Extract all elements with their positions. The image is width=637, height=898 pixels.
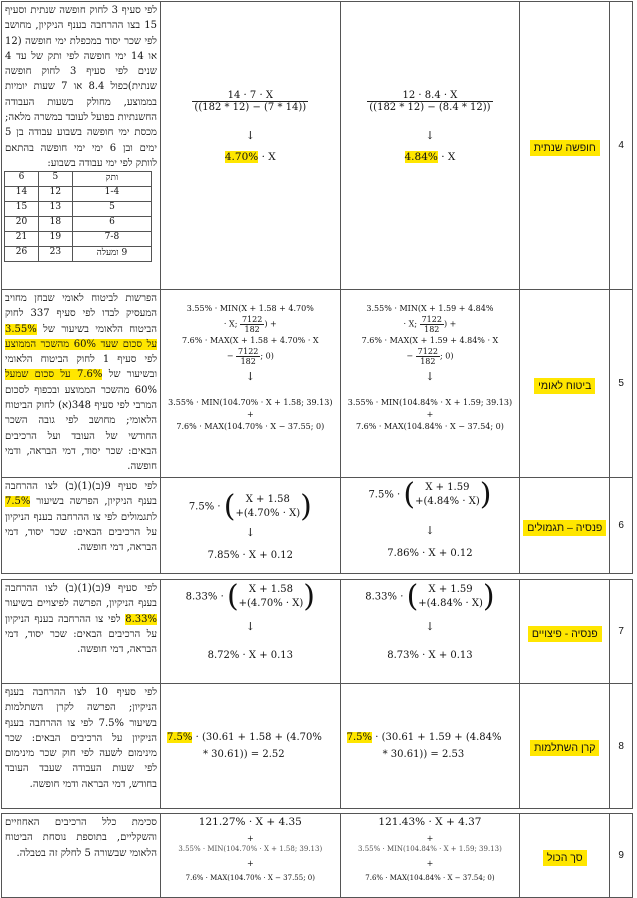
days6-cell: 21 — [5, 232, 39, 247]
formula — [341, 579, 520, 614]
stack-bottom: +(4.84% · X) — [418, 598, 483, 609]
fraction-numerator: 7122 — [241, 315, 263, 324]
component-label-cell — [520, 814, 610, 898]
fraction — [236, 347, 260, 366]
table-row-6 — [2, 478, 633, 574]
text-part: לפי סעיף 1 לחוק הביטוח הלאומי ובשיעור של — [5, 354, 158, 381]
component-label: קרן השתלמות — [530, 740, 599, 756]
formula-cell-a — [161, 580, 341, 684]
explanation-text — [2, 478, 160, 555]
fraction — [420, 315, 444, 334]
stacked-expression — [235, 493, 300, 521]
result-suffix: · X — [258, 151, 276, 163]
text-part: 8.33% · — [185, 591, 224, 603]
fraction-numerator: 7122 — [421, 315, 442, 324]
paren-close: ) — [300, 489, 312, 524]
stacked-expression — [418, 583, 483, 611]
text-part: − — [226, 351, 237, 361]
formula-line: + — [426, 834, 434, 843]
table-row-7 — [2, 580, 633, 684]
formula-line: + — [426, 410, 434, 419]
fraction — [416, 347, 440, 366]
fraction-denominator: 182 — [244, 325, 260, 334]
formula-highlight: 7.5% — [346, 732, 373, 743]
text-highlight: 8.33% — [125, 613, 157, 625]
row-number: 5 — [610, 290, 633, 478]
vacation-table-row — [5, 232, 152, 247]
fraction-denominator: ((182 * 12) − (8.4 * 12)) — [369, 102, 491, 113]
seniority-cell: 1-4 — [72, 187, 151, 202]
formula-line: 3.55% · MIN(104.84% · X + 1.59; 39.13) — [358, 845, 502, 853]
formula-line — [341, 347, 520, 366]
formula-line: 7.6% · MAX(104.70% · X − 37.55; 0) — [176, 422, 325, 431]
vacation-header-seniority: ותק — [72, 172, 151, 187]
vacation-table-row — [5, 247, 152, 262]
vacation-table-row — [5, 202, 152, 217]
vacation-days-table — [4, 171, 152, 262]
formula-line: 7.6% · MAX(104.70% · X − 37.55; 0) — [185, 874, 315, 882]
explanation-text: לפי סעיף 10 לצו ההרחבה בענף הניקיון; הפרשה לקרן השתלמות בשיעור 7.5% לפי צו ההרחבה בענף הניקיון על הרכיבים הבאים: שכר מינימום לשעה לפי חוק שכר מינימום לפי שעות העבודה שעבד העובד בחודש, דמי הבראה ודמי חופשה. — [5, 687, 158, 790]
vacation-table-header — [5, 172, 152, 187]
component-label-cell — [520, 290, 610, 478]
formula-line: 7.6% · MAX(X + 1.58 + 4.70% · X — [182, 336, 319, 345]
arrow-down-icon: ↓ — [425, 370, 435, 383]
fraction — [240, 315, 264, 334]
row-number: 8 — [610, 684, 633, 809]
stacked-expression — [239, 583, 304, 611]
days5-cell: 13 — [38, 202, 72, 217]
text-part: הפרשות לביטוח לאומי שבחן מחויב המעסיק לבדו לפי סעיף 337 לחוק הביטוח הלאומי בשיעור של — [5, 293, 157, 335]
text-part: לפי סעיף 9(ב)(1)(ב) לצו ההרחבה בענף הניקיון, הפרשה בשיעור — [5, 481, 157, 508]
component-label: פנסיה - פיצויים — [528, 626, 602, 642]
component-label-cell — [520, 2, 610, 290]
formula-cell-b — [340, 814, 520, 898]
formula-line — [347, 732, 520, 743]
text-part: 7.5% · — [368, 489, 401, 501]
fraction-numerator: 14 · 7 · X — [192, 90, 308, 102]
formula-line — [167, 732, 340, 743]
paren-open: ( — [223, 489, 236, 524]
fraction-numerator: 7122 — [238, 347, 259, 356]
stack-bottom: +(4.70% · X) — [235, 508, 301, 519]
component-label: פנסיה – תגמולים — [523, 520, 606, 536]
formula-line: 3.55% · MIN(104.84% · X + 1.59; 39.13) — [347, 398, 513, 407]
text-part: 8.33% · — [365, 591, 404, 603]
formula-line: 3.55% · MIN(X + 1.59 + 4.84% — [366, 304, 494, 313]
arrow-down-icon: ↓ — [245, 129, 255, 142]
days6-cell: 15 — [5, 202, 39, 217]
explanation-text — [2, 580, 160, 657]
paren-open: ( — [403, 477, 416, 512]
formula — [341, 477, 520, 512]
paren-open: ( — [406, 579, 419, 614]
vacation-header-6days: 6 — [5, 172, 39, 187]
formula-line — [161, 347, 340, 366]
vacation-table-row — [5, 217, 152, 232]
explanation-text — [2, 290, 160, 475]
text-part: · X; — [403, 319, 420, 329]
result-suffix: · X — [437, 151, 456, 163]
formula-cell-a — [161, 290, 341, 478]
explanation-cell — [2, 290, 161, 478]
result: 8.73% · X + 0.13 — [387, 650, 473, 661]
formula-cell-b — [340, 580, 520, 684]
formula-cell-b — [340, 478, 520, 574]
table-row-4 — [2, 2, 633, 290]
days5-cell: 18 — [38, 217, 72, 232]
seniority-cell: 9 ומעלה — [72, 247, 151, 262]
formula-line — [161, 315, 340, 334]
result: 7.86% · X + 0.12 — [387, 548, 473, 559]
paren-open: ( — [226, 579, 239, 614]
formula-line: 7.6% · MAX(X + 1.59 + 4.84% · X — [361, 336, 499, 345]
fraction-denominator: 182 — [424, 325, 440, 334]
result: 7.85% · X + 0.12 — [207, 550, 294, 561]
row-number: 4 — [610, 2, 633, 290]
component-label: ביטוח לאומי — [534, 378, 595, 394]
text-part: לפי סעיף 9(ב)(1)(ב) לצו ההרחבה בענף הניקיון, הפרשה לפיצויים בשיעור — [5, 583, 157, 610]
formula-line: + — [426, 859, 434, 868]
fraction-denominator: ((182 * 12) − (7 * 14)) — [194, 102, 307, 113]
arrow-down-icon: ↓ — [245, 370, 255, 383]
formula-cell-a — [161, 2, 341, 290]
days5-cell: 23 — [38, 247, 72, 262]
text-part: לתגמולים לפי צו ההרחבה בענף הניקיון על הרכיבים הבאים: שכר יסוד, דמי הבראה, דמי חופשה. — [5, 511, 157, 554]
formula-line: 3.55% · MIN(104.70% · X + 1.58; 39.13) — [168, 398, 333, 407]
explanation-cell — [2, 684, 161, 809]
result: 8.72% · X + 0.13 — [207, 650, 294, 661]
table-row-5 — [2, 290, 633, 478]
paren-close: ) — [303, 579, 315, 614]
arrow-down-icon: ↓ — [245, 526, 255, 539]
vacation-header-5days: 5 — [38, 172, 72, 187]
days6-cell: 20 — [5, 217, 39, 232]
fraction-numerator: 12 · 8.4 · X — [367, 90, 492, 102]
vacation-table-row — [5, 187, 152, 202]
result-highlight: 4.70% — [224, 151, 259, 163]
table-row-9 — [2, 814, 633, 898]
text-highlight: 3.55% על סכום שעד 60% מהשכר הממוצע — [5, 323, 158, 350]
arrow-down-icon: ↓ — [425, 620, 435, 633]
days5-cell: 12 — [38, 187, 72, 202]
component-label: חופשה שנתית — [530, 140, 600, 156]
formula-cell-a — [161, 814, 341, 898]
formula-line: 121.43% · X + 4.37 — [378, 816, 482, 828]
text-part: − — [406, 351, 416, 361]
paren-close: ) — [479, 477, 492, 512]
fraction — [192, 90, 308, 113]
explanation-cell — [2, 478, 161, 574]
formula-line: 7.6% · MAX(104.84% · X − 37.54; 0) — [356, 422, 504, 431]
arrow-down-icon: ↓ — [425, 524, 435, 537]
formula-line: 7.6% · MAX(104.84% · X − 37.54; 0) — [365, 874, 495, 882]
stack-top: X + 1.59 — [428, 584, 473, 595]
formula — [161, 579, 340, 614]
calculation-table — [1, 1, 633, 898]
row-number: 7 — [610, 580, 633, 684]
stack-bottom: +(4.70% · X) — [238, 598, 304, 609]
paren-close: ) — [482, 579, 495, 614]
text-part: ) + — [264, 319, 277, 329]
seniority-cell: 5 — [72, 202, 151, 217]
formula-line: * 30.61)) = 2.52 — [203, 749, 285, 760]
text-part: · X; — [223, 319, 240, 329]
result — [161, 151, 340, 163]
formula-line: + — [246, 859, 254, 868]
formula-line: * 30.61)) = 2.53 — [382, 749, 465, 760]
text-part: ; 0) — [440, 351, 454, 361]
formula-cell-b — [340, 684, 520, 809]
fraction — [367, 90, 492, 113]
stack-top: X + 1.58 — [245, 494, 290, 505]
explanation-cell — [2, 814, 161, 898]
seniority-cell: 6 — [72, 217, 151, 232]
days6-cell: 26 — [5, 247, 39, 262]
fraction-denominator: 182 — [420, 357, 436, 366]
text-part: ; 0) — [260, 351, 274, 361]
formula-line: + — [246, 834, 254, 843]
stack-top: X + 1.58 — [248, 584, 294, 595]
fraction-denominator: 182 — [240, 357, 256, 366]
formula-line: + — [246, 410, 254, 419]
result — [341, 151, 520, 163]
arrow-down-icon: ↓ — [425, 129, 435, 142]
formula-line — [341, 315, 520, 334]
formula-line: 3.55% · MIN(104.70% · X + 1.58; 39.13) — [178, 845, 323, 853]
text-part: 60% מהשכר הממוצע ובכפוף לסכום המרבי לפי סעיף 348(א) לחוק הביטוח הלאומי; מחושב לפי גובה השכר החודשי של העובד ועל הרכיבים הבאים: שכר יסוד, דמי הבראה, ודמי חופשה. — [5, 384, 157, 473]
formula-highlight: 7.5% — [167, 732, 193, 743]
text-part: · (30.61 + 1.58 + (4.70% — [192, 732, 322, 743]
text-highlight: 7.6% על סכום שמעל — [5, 369, 103, 381]
formula-line: 121.27% · X + 4.35 — [198, 816, 302, 828]
fraction-numerator: 7122 — [417, 347, 439, 356]
result-highlight: 4.84% — [404, 151, 438, 163]
stack-top: X + 1.59 — [425, 482, 470, 493]
text-part: · (30.61 + 1.59 + (4.84% — [372, 732, 502, 743]
formula-cell-b — [340, 2, 520, 290]
seniority-cell: 7-8 — [72, 232, 151, 247]
row-number: 6 — [610, 478, 633, 574]
component-label-cell — [520, 684, 610, 809]
text-part: לפי צו ההרחבה בענף הניקיון על הרכיבים הבאים: שכר יסוד, דמי הבראה, דמי חופשה. — [5, 613, 157, 656]
arrow-down-icon: ↓ — [245, 620, 255, 633]
stacked-expression — [415, 481, 480, 509]
formula-cell-b — [340, 290, 520, 478]
text-part: 7.5% · — [188, 501, 221, 513]
days5-cell: 19 — [38, 232, 72, 247]
formula-cell-a — [161, 684, 341, 809]
explanation-text: סכימת כלל הרכיבים האחוזיים והשקליים, בתוספת נוסחת הביטוח הלאומי שבשורה 5 לחלק זה בטבלה. — [5, 817, 157, 859]
explanation-text: לפי סעיף 3 לחוק חופשה שנתית וסעיף 15 בצו ההרחבה בענף הניקיון, מחושב לפי שכר יסוד במכפלת ימי חופשה (12 או 14 ימי חופשה לפי ותק של עד 4 שנים לפי סעיף 3 לחוק חופשה שנתית)כפול 8.4 או 7 שעות יומיות בממוצע, מחולק בשעות העבודה החשנתיות בפועל לעובד במשרה מלאה; מכסת ימי חופשה בשבוע עבודה בן 5 ימים ובן 6 ימי ימי חופשה בהתאם לוותק לפי ימי עבודה בשבוע: — [5, 5, 158, 169]
row-number: 9 — [610, 814, 633, 898]
table-row-8 — [2, 684, 633, 809]
formula-line: 3.55% · MIN(X + 1.58 + 4.70% — [186, 304, 314, 313]
explanation-cell — [2, 580, 161, 684]
stack-bottom: +(4.84% · X) — [415, 496, 480, 507]
component-label-cell — [520, 478, 610, 574]
formula-cell-a — [161, 478, 341, 574]
formula — [161, 489, 340, 524]
formula — [161, 90, 340, 113]
text-highlight: 7.5% — [5, 496, 31, 508]
text-part: ) + — [443, 319, 457, 329]
formula — [341, 90, 520, 113]
component-label: סך הכול — [543, 850, 587, 866]
days6-cell: 14 — [5, 187, 39, 202]
component-label-cell — [520, 580, 610, 684]
explanation-cell — [2, 2, 161, 290]
